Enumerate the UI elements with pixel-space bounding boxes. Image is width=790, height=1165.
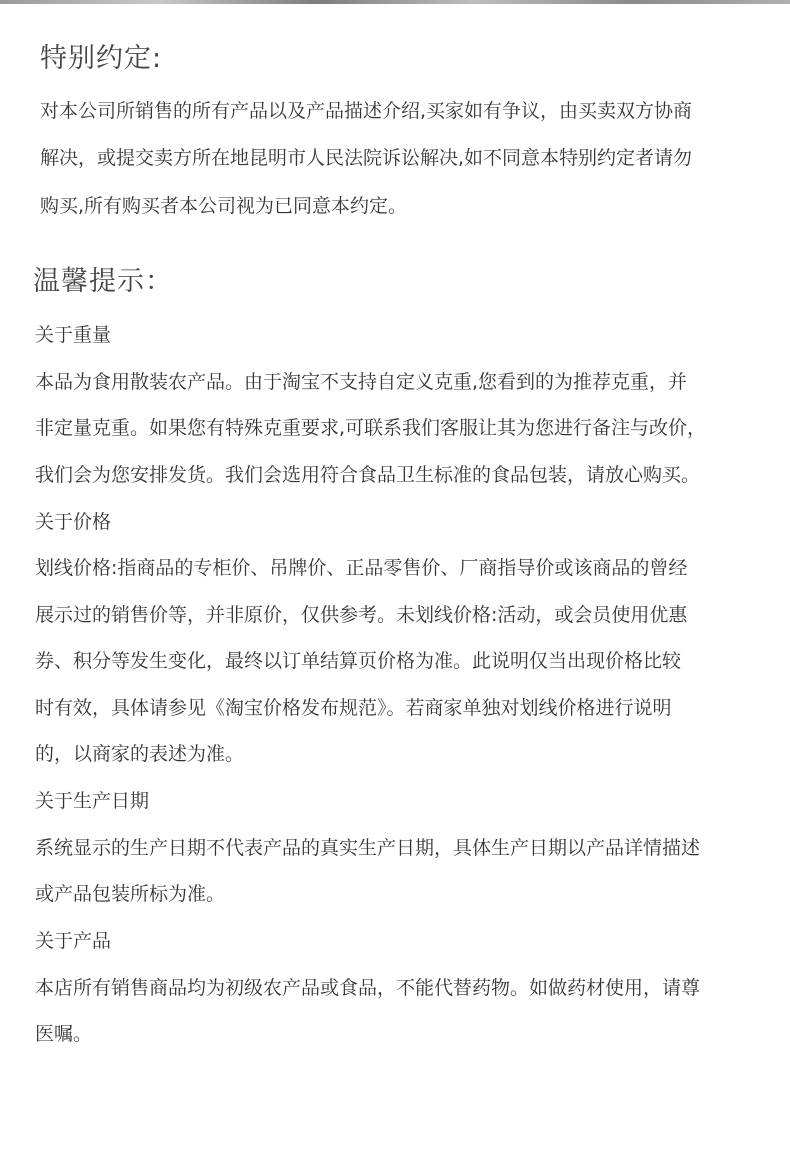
price-line: 券、积分等发生变化，最终以订单结算页价格为准。此说明仅当出现价格比较 [35,650,682,672]
production-date-line: 或产品包装所标为准。 [35,883,226,905]
special-agreement-title: 特别约定: [40,43,163,74]
price-line: 展示过的销售价等，并非原价，仅供参考。未划线价格:活动，或会员使用优惠 [35,604,688,626]
price-line: 时有效，具体请参见《淘宝价格发布规范》。若商家单独对划线价格进行说明 [35,697,672,719]
weight-line: 本品为食用散装农产品。由于淘宝不支持自定义克重,您看到的为推荐克重，并 [35,371,688,393]
section-heading-product: 关于产品 [35,930,112,952]
special-line: 购买,所有购买者本公司视为已同意本约定。 [40,195,408,217]
top-image-strip [0,0,790,4]
special-line: 对本公司所销售的所有产品以及产品描述介绍,买家如有争议，由买卖双方协商 [40,100,693,122]
section-heading-production-date: 关于生产日期 [35,790,150,812]
section-heading-weight: 关于重量 [35,324,112,346]
price-line: 的，以商家的表述为准。 [35,743,245,765]
product-line: 本店所有销售商品均为初级农产品或食品，不能代替药物。如做药材使用，请尊 [35,977,701,999]
weight-line: 我们会为您安排发货。我们会选用符合食品卫生标准的食品包装，请放心购买。 [35,464,701,486]
production-date-line: 系统显示的生产日期不代表产品的真实生产日期，具体生产日期以产品详情描述 [35,837,701,859]
product-line: 医嘱。 [35,1023,93,1045]
tips-title: 温馨提示： [33,266,173,297]
special-line: 解决，或提交卖方所在地昆明市人民法院诉讼解决,如不同意本特别约定者请勿 [40,147,693,169]
weight-line: 非定量克重。如果您有特殊克重要求,可联系我们客服让其为您进行备注与改价， [35,417,707,439]
price-line: 划线价格:指商品的专柜价、吊牌价、正品零售价、厂商指导价或该商品的曾经 [35,557,688,579]
section-heading-price: 关于价格 [35,511,112,533]
